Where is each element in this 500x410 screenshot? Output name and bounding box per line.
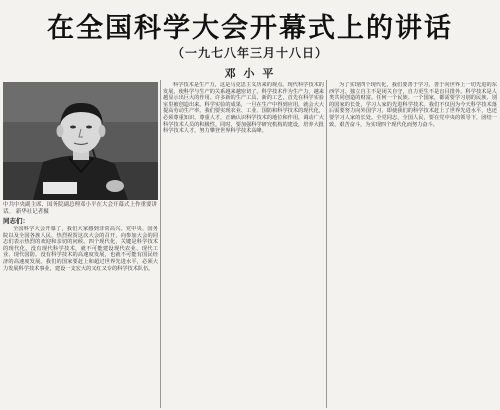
article-column-1 (3, 226, 158, 408)
column-2-text: 科学技术是生产力，这是马克思主义历来的观点。现代科学技术的发展，使科学与生产的关系越来越密切了。科学技术作为生产力，越来越显示出巨大的作用。许多新的生产工具、新的工艺，首先在科学实验室里被创造出来。科学实验的成果，一旦在生产中得到应用，就会大大提高劳动生产率。我们要实现农业、工业、国防和科学技术的现代化，必须尊重知识、尊重人才，正确认识科学技术的地位和作用，调动广大科学技术人员的积极性。同时，要加强科学研究机构的建设，培养大批科学技术人才，努力攀登世界科学技术高峰。 (163, 82, 324, 135)
speech-date: （一九七八年三月十八日） (171, 46, 328, 60)
speaker-photo (3, 82, 158, 200)
column-1-text: 全国科学大会开幕了，我们大家感到非常高兴。党中央、国务院以及全国各族人民，热烈祝贺这次大会的召开，向参加大会的同志们表示热烈的欢迎和亲切的问候。四个现代化，关键是科学技术的现代化。没有现代科学技术，就不可能建设现代农业、现代工业、现代国防。没有科学技术的高速度发展，也就不可能有国民经济的高速度发展。我们的国家要赶上和超过世界先进水平，必须大力发展科学技术事业，建设一支宏大的又红又专的科学技术队伍。 (3, 226, 158, 272)
photo-caption: 中共中央副主席、国务院副总理邓小平在大会开幕式上作重要讲话。 新华社记者摄 (3, 202, 158, 215)
article-column-3 (329, 82, 497, 408)
author-name: 邓 小 平 (224, 67, 276, 80)
column-divider (326, 80, 327, 408)
column-3-text: 为了实现四个现代化，我们要善于学习，善于向世界上一切先进的东西学习。独立自主不是闭关自守，自力更生不是盲目排外。科学技术是人类共同创造的财富。任何一个民族、一个国家，都需要学习别的民族、别的国家的长处，学习人家的先进科学技术。我们不仅因为今天科学技术落后需要努力向外国学习，即使我们的科学技术赶上了世界先进水平，也还要学习人家的长处。全党同志，全国人民，要在党中央的领导下，团结一致，艰苦奋斗，为实现四个现代化而努力奋斗。 (329, 82, 497, 128)
article-column-2 (163, 82, 324, 408)
headline: 在全国科学大会开幕式上的讲话 (47, 13, 453, 44)
greeting: 同志们： (3, 217, 29, 225)
column-divider (160, 80, 161, 408)
